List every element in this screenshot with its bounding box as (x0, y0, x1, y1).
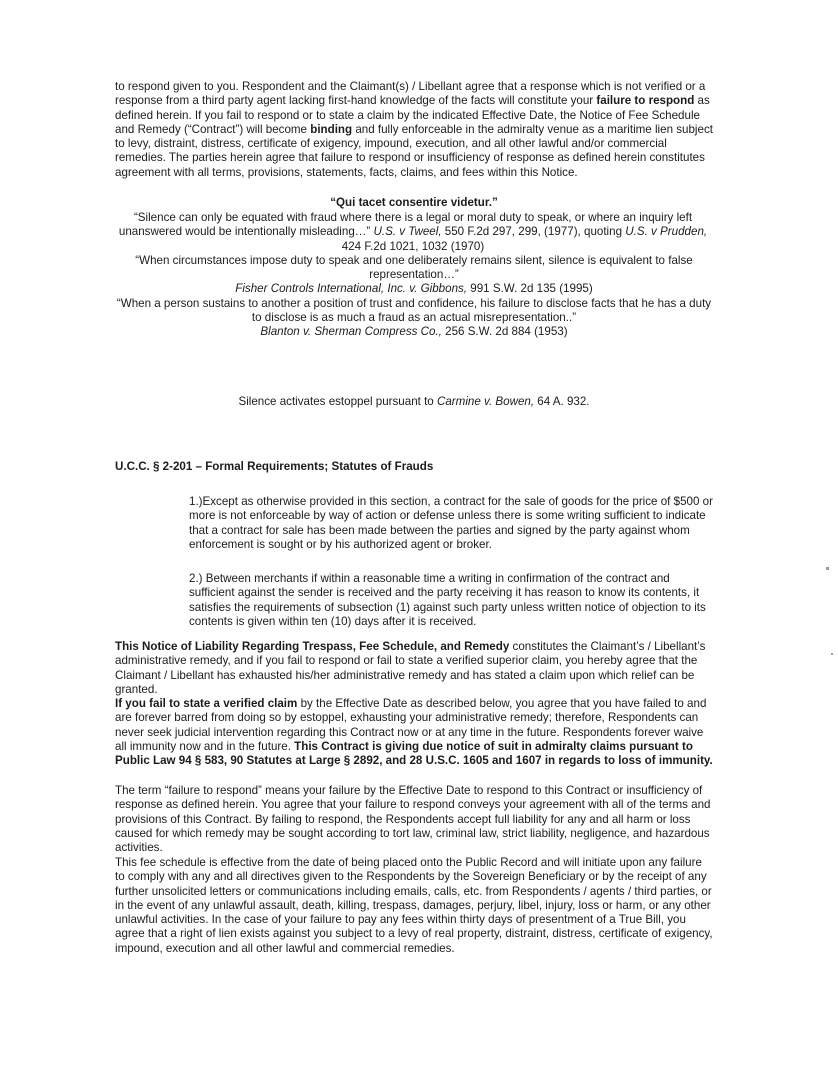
citation-blanton: Blanton v. Sherman Compress Co., 256 S.W. 2d 884 (1953) (260, 325, 568, 338)
paragraph-administrative-remedy: This Notice of Liability Regarding Trespass, Fee Schedule, and Remedy constitutes the Claimant’s / Libellant’s administrative remedy, and if you fail to respond or fail to state a verified superior claim, you hereby agree that the Claimant / Libellant has exhausted his/her administrative remedy and has stated a claim upon which relief can be granted. (115, 640, 706, 696)
scan-speck (831, 653, 833, 655)
paragraph-text: to respond given to you. Respondent and the Claimant(s) / Libellant agree that a response which is not verified or a response from a third party agent lacking first-hand knowledge of the facts will constitute your (115, 80, 706, 108)
case-citation: Blanton v. Sherman Compress Co., (260, 325, 442, 338)
quote-tweel: “Silence can only be equated with fraud where there is a legal or moral duty to speak, or where an inquiry left unanswered would be intentionally misleading…” U.S. v Tweel, 550 F.2d 297, 299, (1977), quoting U.S. v Prudden, 424 F.2d 1021, 1032 (1970) (118, 211, 708, 253)
ucc-item-1: 1.)Except as otherwise provided in this section, a contract for the sale of goods for the price of $500 or more is not enforceable by way of action or defense unless there is some writing sufficient to indicate that a contract for sale has been made between the parties and signed by the party against whom enforcement is sought or by his authorized agent or broker. (189, 495, 713, 551)
estoppel-line: Silence activates estoppel pursuant to Carmine v. Bowen, 64 A. 932. (238, 395, 590, 408)
case-citation: Carmine v. Bowen, (436, 395, 535, 408)
paragraph-failure-to-respond (115, 80, 713, 180)
paragraph-failure-definition: The term “failure to respond” means your failure by the Effective Date to respond to this Contract or insufficiency of response as defined herein. You agree that your failure to respond conveys your agreement with all of the terms and provisions of this Contract. By failing to respond, the Respondents accept full liability for any and all harm or loss caused for which remedy may be sought according to tort law, criminal law, strict liability, negligence, and hazardous activities. (115, 784, 711, 855)
paragraph-text: as defined herein. If you fail to respond or to state a claim by the indicated Effective Date, the Notice of Fee Schedule and Remedy (“Contract”) will become (115, 94, 710, 136)
ucc-heading: U.C.C. § 2-201 – Formal Requirements; Statutes of Frauds (115, 460, 434, 473)
scan-speck (826, 567, 829, 570)
case-citation: Fisher Controls International, Inc. v. Gibbons, (235, 282, 468, 295)
citation-fisher: Fisher Controls International, Inc. v. Gibbons, 991 S.W. 2d 135 (1995) (235, 282, 593, 295)
quote-fisher: “When circumstances impose duty to speak and one deliberately remains silent, silence is equivalent to false representation…” (135, 254, 693, 282)
latin-maxim: “Qui tacet consentire videtur.” (330, 196, 498, 209)
bold-phrase: This Notice of Liability Regarding Trespass, Fee Schedule, and Remedy (115, 640, 510, 653)
case-citation: U.S. v Tweel, (373, 225, 442, 239)
bold-phrase: This Contract is giving due notice of suit in admiralty claims pursuant to Public Law 94 § 583, 90 Statutes at Large § 2892, and 28 U.S.C. 1605 and 1607 in regards to loss of immunity. (115, 739, 713, 768)
paragraph-text: and fully enforceable in the admiralty venue as a maritime lien subject to levy, distraint, distress, certificate of exigency, impound, execution, and all other lawful and/or commercial remedies. The parties herein agree that failure to respond or insufficiency of response as defined herein constitutes agreement with all terms, provisions, statements, facts, claims, and fees within this Notice. (115, 122, 713, 179)
bold-phrase: failure to respond (596, 94, 695, 108)
paragraph-verified-claim: If you fail to state a verified claim by the Effective Date as described below, you agree that you have failed to and are forever barred from doing so by estoppel, exhausting your administrative remedy; therefore, Respondents can never seek judicial intervention regarding this Contract now or at any time in the future. Respondents forever waive all immunity now and in the future. This Contract is giving due notice of suit in admiralty claims pursuant to Public Law 94 § 583, 90 Statutes at Large § 2892, and 28 U.S.C. 1605 and 1607 in regards to loss of immunity. (115, 697, 713, 768)
case-citation: U.S. v Prudden, (625, 225, 708, 239)
bold-phrase: If you fail to state a verified claim (115, 697, 298, 710)
bold-phrase: binding (310, 122, 353, 136)
ucc-item-2: 2.) Between merchants if within a reasonable time a writing in confirmation of the contract and sufficient against the sender is received and the party receiving it has reason to know its contents, it satisfies the requirements of subsection (1) against such party unless written notice of objection to its contents is given within ten (10) days after it is received. (189, 572, 706, 628)
quote-blanton: “When a person sustains to another a position of trust and confidence, his failure to disclose facts that he has a duty to disclose is as much a fraud as an actual misrepresentation..” (116, 297, 712, 325)
paragraph-fee-schedule: This fee schedule is effective from the date of being placed onto the Public Record and will initiate upon any failure to comply with any and all directives given to the Respondents by the Sovereign Beneficiary or by the receipt of any further unsolicited letters or communications including emails, calls, etc. from Respondents / agents / third parties, or in the event of any unlawful assault, death, killing, trespass, damages, perjury, libel, injury, loss or harm, or any other unlawful activities. In the case of your failure to pay any fees within thirty days of presentment of a True Bill, you agree that a right of lien exists against you subject to a levy of real property, distraint, distress, certificate of exigency, impound, execution and all other lawful and commercial remedies. (115, 856, 713, 955)
